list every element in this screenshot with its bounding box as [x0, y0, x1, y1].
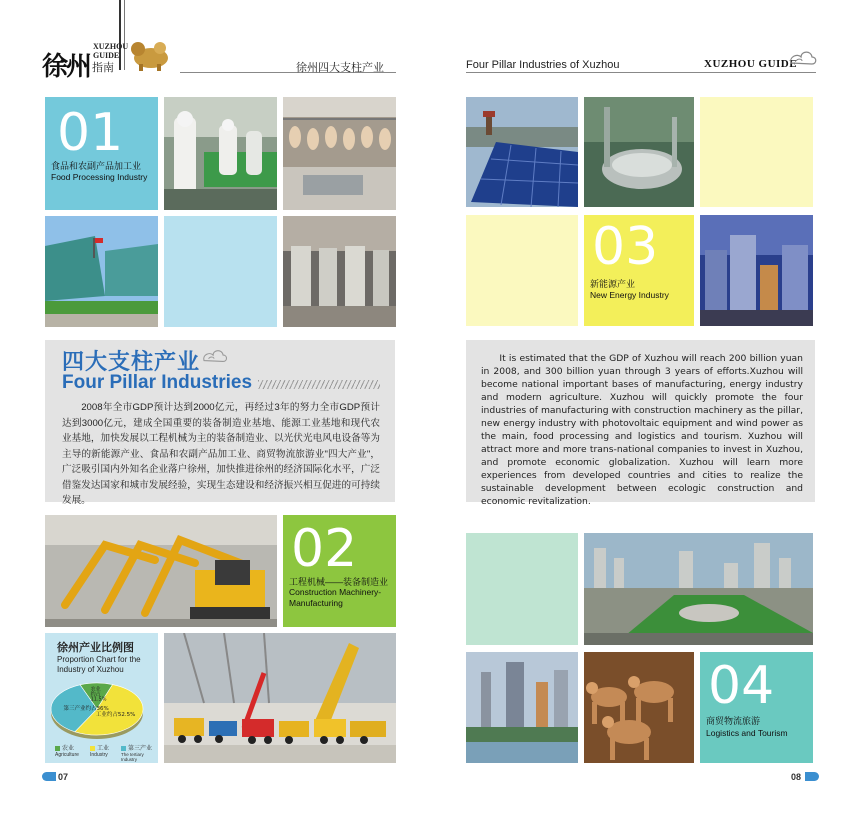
header-divider-line-2 — [124, 0, 125, 70]
photo-lake-towers — [466, 652, 578, 763]
logo-calligraphy: 徐州 — [42, 52, 91, 82]
legend-agriculture — [55, 743, 74, 752]
pie-label-agriculture-3: 11.5% — [90, 696, 107, 703]
page-number-left-marker — [42, 772, 56, 781]
page-number-right-marker — [805, 772, 819, 781]
photo-terracotta-warriors — [584, 652, 694, 763]
logo-guide-word-1: XUZHOU — [93, 42, 129, 51]
legend-swatch-tertiary — [121, 746, 126, 751]
legend-label-agriculture-cn: 农业 — [62, 746, 75, 752]
legend-label-industry-cn: 工业 — [97, 746, 110, 752]
right-guide-title: XUZHOU GUIDE — [704, 58, 798, 70]
tile-04-number: 04 — [708, 656, 775, 716]
legend-swatch-industry — [90, 746, 95, 751]
pie-label-agriculture-1: 农业 — [90, 686, 101, 693]
cloud-ornament-icon — [787, 47, 817, 69]
tile-01-label-en: Food Processing Industry — [51, 172, 148, 182]
pie-label-agriculture-2: 约占 — [90, 691, 101, 698]
tile-04-label-cn: 商贸物流旅游 — [706, 716, 761, 726]
photo-city-skyline-night — [700, 215, 813, 326]
jade-horse-icon — [129, 38, 173, 72]
page-number-right: 08 — [791, 772, 802, 782]
legend-agriculture-en: Agriculture — [55, 752, 79, 758]
tile-02-machinery — [283, 515, 396, 627]
legend-tertiary — [121, 743, 152, 752]
legend-industry — [90, 743, 109, 752]
page-number-left: 07 — [58, 772, 69, 782]
header-rule-right — [466, 72, 816, 73]
legend-swatch-agriculture — [55, 746, 60, 751]
logo-guide-cn: 指南 — [92, 62, 114, 74]
tile-04-label-en: Logistics and Tourism — [706, 728, 788, 738]
header-divider-line-1 — [119, 0, 121, 70]
intro-paragraph-cn: 2008年全市GDP预计达到2000亿元，再经过3年的努力全市GDP预计达到3000亿元，建成全国重要的装备制造业基地、能源工业基地和现代农业基地，加快发展以工程机械为主的装备制造业、以光伏光电风电设备等为主导的新能源产业、食品和农副产品加工业、商贸物流旅游业"四大产业"，广泛吸引国内外知名企业落户徐州，加快推进徐州的经济国际化水平，广泛借鉴发达国家和城市发展经验，实现生态建设和经济振兴相互促进的可持续发展。 — [62, 402, 380, 506]
tile-02-label-en-1: Construction Machinery- — [289, 587, 382, 597]
tile-02-label-en-2: Manufacturing — [289, 598, 343, 608]
intro-paragraph-en: It is estimated that the GDP of Xuzhou will reach 200 billion yuan in 2008, and 300 billion yuan through 3 years of efforts.Xuzhou will become national important bases of manufacturing, energy industry and modern agriculture. Xuzhou will quickly promote the four industries of manufacturing with construction machinery as the pillar, new energy industry with photovoltaic equipment and wind power as the main, food processing and logistics and tourism. Xuzhou will attract more and more trans-national companies to invest in Xuzhou, and promote economic globalization. Xuzhou will learn more experiences from developed countries and cities to realize the sustainable development between ecologic construction and economic revitalization. — [481, 353, 803, 507]
left-section-title: 徐州四大支柱产业 — [296, 62, 384, 74]
pie-chart — [45, 675, 158, 745]
photo-factory-machine — [584, 97, 694, 207]
pie-label-tertiary: 第三产业约占36% — [63, 706, 109, 713]
tile-02-number: 02 — [291, 519, 358, 579]
intro-title-en: Four Pillar Industries — [62, 372, 253, 393]
tile-03-number: 03 — [592, 217, 659, 277]
tile-paleyellow-block-2 — [466, 215, 578, 326]
photo-construction-vehicles — [164, 633, 396, 763]
tile-paleyellow-block — [700, 97, 813, 207]
tile-01-food-processing — [45, 97, 158, 210]
tile-mint-block — [466, 533, 578, 645]
right-section-title: Four Pillar Industries of Xuzhou — [466, 59, 620, 71]
chart-title-cn: 徐州产业比例图 — [57, 642, 134, 654]
photo-packaging-machines — [283, 216, 396, 327]
legend-label-tertiary-cn: 第三产业 — [128, 746, 153, 752]
tile-02-label-cn: 工程机械——装备制造业 — [289, 577, 389, 587]
legend-tertiary-en: The tertiary Industry — [121, 752, 144, 762]
tile-01-label-cn: 食品和农副产品加工业 — [51, 161, 142, 171]
intro-title-cn: 四大支柱产业 — [62, 349, 201, 374]
logo-guide-word-2: GUIDE — [93, 51, 120, 60]
pie-label-industry: 工业约占52.5% — [95, 711, 136, 718]
legend-industry-en: Industry — [90, 752, 108, 758]
photo-solar-panels — [466, 97, 578, 207]
tile-03-new-energy — [584, 215, 694, 326]
photo-city-aerial-square — [584, 533, 813, 645]
cloud-ornament-icon — [200, 346, 228, 366]
title-hatch-decoration — [258, 380, 380, 389]
proportion-chart-tile — [45, 633, 158, 763]
tile-lightblue-block — [164, 216, 277, 327]
photo-modern-building — [45, 216, 158, 327]
tile-04-logistics-tourism — [700, 652, 813, 763]
tile-03-label-cn: 新能源产业 — [590, 279, 636, 289]
tile-03-label-en: New Energy Industry — [590, 290, 669, 300]
chart-title-en-1: Proportion Chart for the — [57, 655, 141, 664]
tile-01-number: 01 — [57, 103, 124, 163]
photo-poultry-processing — [283, 97, 396, 210]
chart-title-en-2: Industry of Xuzhou — [57, 665, 124, 674]
photo-excavators — [45, 515, 277, 627]
photo-food-factory-workers — [164, 97, 277, 210]
